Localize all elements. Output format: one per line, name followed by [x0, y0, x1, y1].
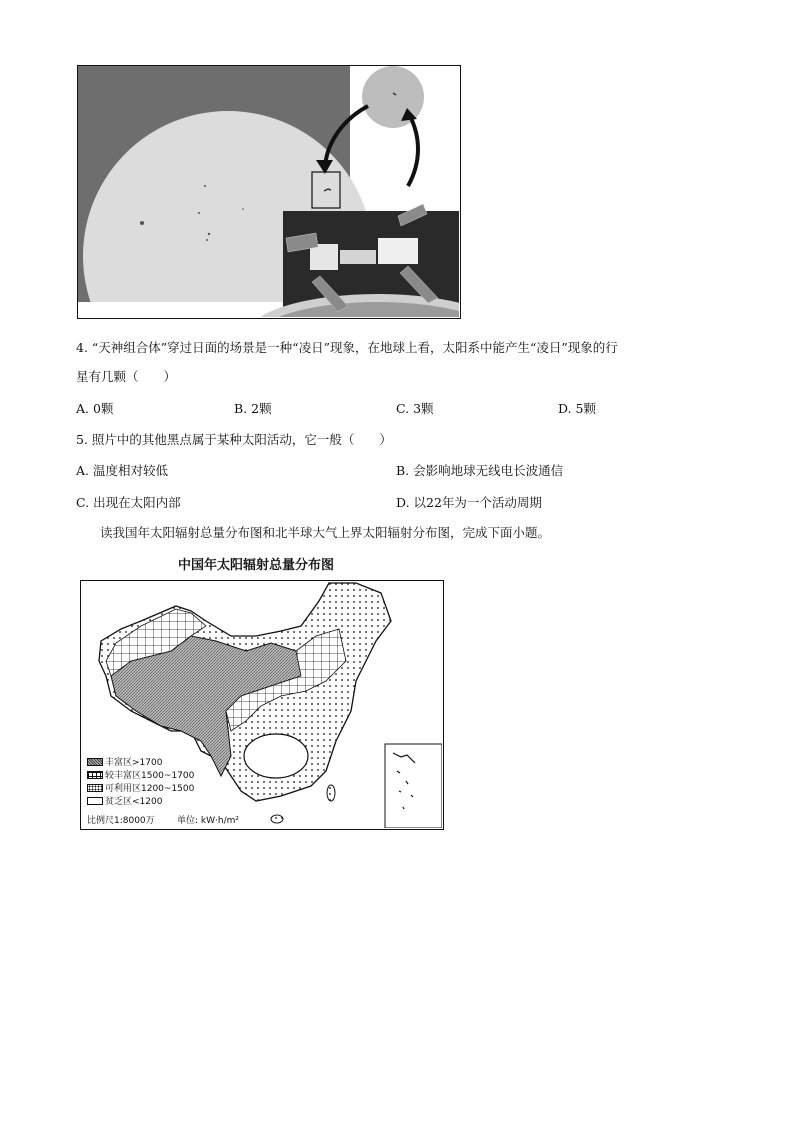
- option-5a[interactable]: A. 温度相对较低: [76, 463, 168, 478]
- legend-rich: [87, 755, 162, 768]
- map-scale: 比例尺1:8000万: [87, 816, 155, 826]
- region-poor: [244, 734, 308, 778]
- reading-intro: 读我国年太阳辐射总量分布图和北半球大气上界太阳辐射分布图，完成下面小题。: [100, 525, 551, 540]
- option-5d[interactable]: D. 以22年为一个活动周期: [396, 495, 542, 510]
- transit-illustration: [78, 66, 459, 317]
- legend-rich-label: 丰富区>1700: [105, 758, 163, 768]
- legend-usable-label: 可利用区1200~1500: [105, 784, 195, 794]
- map-unit: 单位: kW·h/m²: [177, 816, 239, 826]
- china-solar-map: [80, 580, 444, 830]
- legend-fairly-rich-label: 较丰富区1500~1700: [105, 771, 195, 781]
- option-4a[interactable]: A. 0颗: [76, 401, 114, 416]
- option-5c[interactable]: C. 出现在太阳内部: [76, 495, 181, 510]
- legend-poor: [87, 794, 162, 807]
- legend-fairly-rich: [87, 768, 194, 781]
- question-4-line-1: 4. “天神组合体”穿过日面的场景是一种“凌日”现象，在地球上看，太阳系中能产生“凌日”现象的行: [76, 340, 618, 355]
- question-5-line-1: 5. 照片中的其他黑点属于某种太阳活动，它一般（ ）: [76, 432, 392, 447]
- option-4c[interactable]: C. 3颗: [396, 401, 434, 416]
- legend-poor-swatch: [87, 797, 103, 805]
- legend-usable: [87, 781, 194, 794]
- south-sea-inset: [385, 744, 442, 828]
- transit-figure: [77, 65, 461, 319]
- legend-fairly-rich-swatch: [87, 771, 103, 779]
- legend-poor-label: 贫乏区<1200: [105, 797, 163, 807]
- question-4-line-2: 星有几颗（ ）: [76, 369, 177, 384]
- legend-usable-swatch: [87, 784, 103, 792]
- option-5b[interactable]: B. 会影响地球无线电长波通信: [396, 463, 564, 478]
- option-4b[interactable]: B. 2颗: [234, 401, 272, 416]
- option-4d[interactable]: D. 5颗: [558, 401, 596, 416]
- legend-rich-swatch: [87, 758, 103, 766]
- map-title: 中国年太阳辐射总量分布图: [178, 558, 335, 573]
